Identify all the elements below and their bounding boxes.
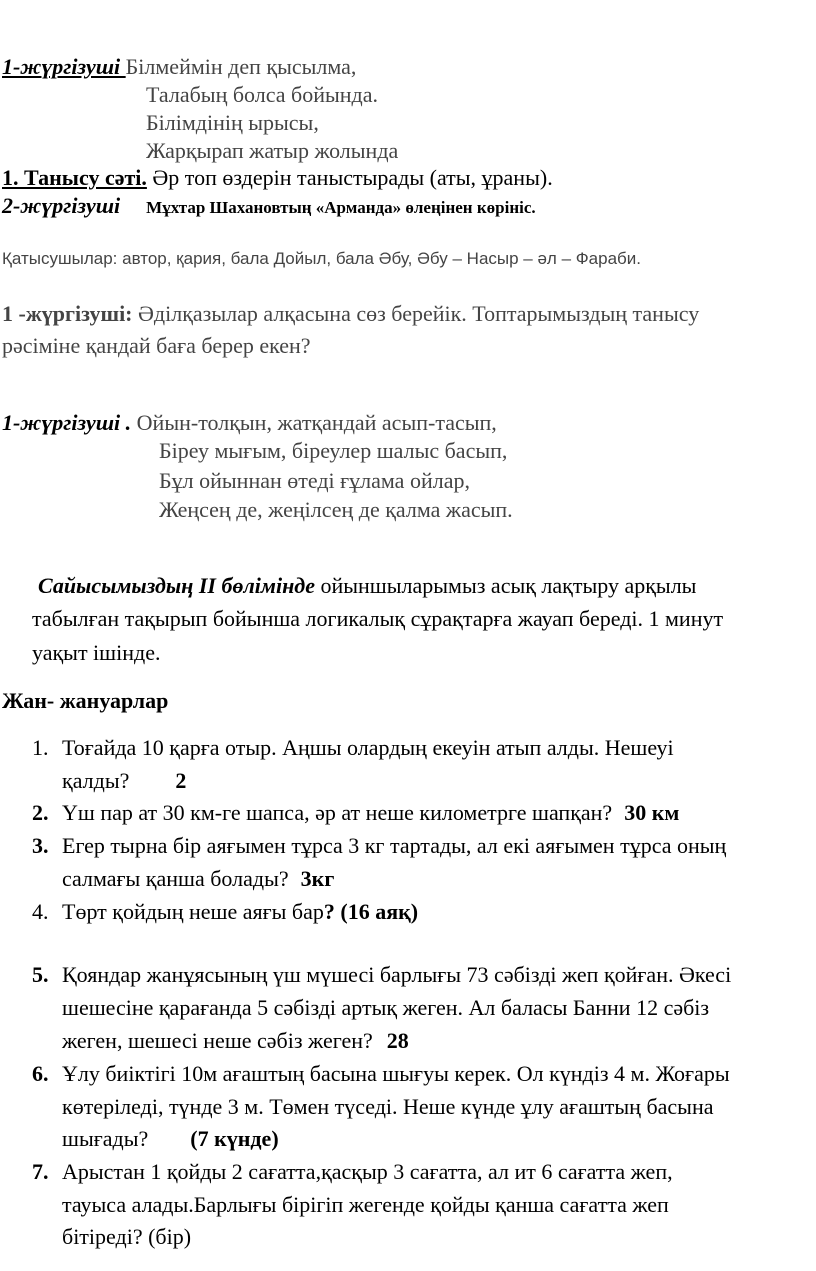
jury-text: Әділқазылар алқасына сөз берейік. Топтарымыздың танысу [132,301,700,326]
question-number: 7. [32,1159,49,1184]
poem-line: Ойын-толқын, жатқандай асып-тасып, [131,410,497,435]
question-text [62,1028,409,1054]
jury-line-1 [2,301,699,327]
host-label: 1-жүргізуші . [2,410,132,435]
poem-line: Білмеймін деп қысылма, [125,54,357,79]
poem-line: Білімдінің ырысы, [146,110,319,135]
poem-line: Талабың болса бойында. [146,82,378,107]
question-answer: 28 [386,1028,409,1053]
poem2-line-1 [2,410,497,436]
jury-line-2: рәсіміне қандай баға берер екен? [2,333,311,358]
question-answer: ? (16 аяқ) [323,899,419,924]
participants-line: Қатысушылар: автор, қария, бала Дойыл, бала Әбу, Әбу – Насыр – әл – Фараби. [2,249,641,268]
section-text: Әр топ өздерін таныстырады (аты, ұраны). [146,165,553,190]
question-answer: 30 км [624,800,680,825]
question-number: 1. [32,735,49,760]
host1-poem-line-1 [2,54,356,80]
host-label: 2-жүргізуші [2,193,121,218]
question-number: 6. [32,1061,49,1086]
question-text-line: Үш пар ат 30 км-ге шапса, әр ат неше километрге шапқан? [62,800,613,825]
question-text-line: Төрт қойдың неше аяғы бар [62,899,324,924]
part2-line-2: табылған тақырып бойынша логикалық сұрақтарға жауап береді. 1 минут [32,606,724,631]
question-text: Тоғайда 10 қарға отыр. Аңшы олардың екеуін атып алды. Нешеуі [62,735,674,760]
question-text [62,768,186,794]
scene-title: Мұхтар Шахановтың «Арманда» өлеңінен көрініс. [146,198,536,217]
question-text-line: салмағы қанша болады? [62,866,289,891]
question-text [62,899,418,925]
question-text: көтеріледі, түнде 3 м. Төмен түседі. Неше күнде ұлу ағаштың басына [62,1094,714,1119]
host2-line [2,193,536,219]
section-1 [2,165,553,191]
part2-line-3: уақыт ішінде. [32,640,161,665]
question-number: 5. [32,962,49,987]
poem-line: Жеңсең де, жеңілсең де қалма жасып. [159,497,513,522]
part2-text: ойыншыларымыз асық лақтыру арқылы [314,573,697,598]
question-text: тауыса алады.Барлығы бірігіп жегенде қойды қанша сағатта жеп [62,1192,669,1217]
question-text-line: жеген, шешесі неше сәбіз жеген? [62,1028,373,1053]
question-text [62,800,679,826]
poem-line: Жарқырап жатыр жолында [146,138,399,163]
question-text-line: шығады? [62,1126,149,1151]
question-text: Қояндар жанұясының үш мүшесі барлығы 73 сәбізді жеп қойған. Әкесі [62,962,732,987]
section-heading: 1. Танысу сәті. [2,165,147,190]
question-text: Егер тырна бір аяғымен тұрса 3 кг тартады, ал екі аяғымен тұрса оның [62,833,727,858]
question-text: Арыстан 1 қойды 2 сағатта,қасқыр 3 сағатта, ал ит 6 сағатта жеп, [62,1159,673,1184]
question-text-line: қалды? [62,768,130,793]
question-text [62,866,334,892]
question-text: Ұлу биіктігі 10м ағаштың басына шығуы керек. Ол күндіз 4 м. Жоғары [62,1061,730,1086]
question-text [62,1126,279,1152]
topic-heading: Жан- жануарлар [2,688,169,713]
host-label: 1 -жүргізуші: [2,301,133,326]
question-number: 2. [32,800,49,825]
part2-label: Сайысымыздың ІІ бөлімінде [38,573,315,598]
poem-line: Біреу мығым, біреулер шалыс басып, [159,438,508,463]
poem-line: Бұл ойыннан өтеді ғұлама ойлар, [159,468,470,493]
question-number: 4. [32,899,49,924]
question-answer: 2 [175,768,187,793]
question-answer: (7 күнде) [190,1126,279,1151]
question-answer: 3кг [300,866,335,891]
part2-line-1 [38,573,696,599]
question-text: бітіреді? (бір) [62,1224,192,1249]
host-label: 1-жүргізуші [2,54,126,79]
question-number: 3. [32,833,49,858]
question-text: шешесіне қарағанда 5 сәбізді артық жеген. Ал баласы Банни 12 сәбіз [62,995,710,1020]
